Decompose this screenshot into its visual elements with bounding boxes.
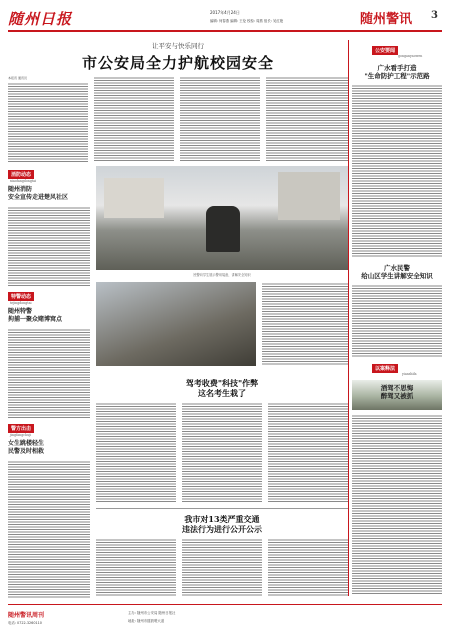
page-number: 3 bbox=[431, 10, 438, 21]
main-body-col-4 bbox=[266, 76, 348, 162]
swat-section-tag: 特警动态 bbox=[8, 292, 34, 301]
bottom-rule bbox=[96, 508, 348, 509]
swat-body bbox=[8, 328, 90, 418]
column-divider bbox=[348, 40, 349, 596]
police-action-sub: jingfangchuji bbox=[10, 433, 32, 437]
main-body-col-1 bbox=[8, 82, 88, 162]
police-action-title: 女生跳楼轻生 民警及时相救 bbox=[8, 440, 45, 455]
exam-article-title: 驾考收费"科技"作弊 这名考生栽了 bbox=[185, 378, 259, 398]
traffic-body-1 bbox=[96, 538, 176, 596]
right-section-sub: gonganyaowen bbox=[398, 54, 423, 58]
traffic-article-title: 我市对13类严重交通 违法行为进行公开公示 bbox=[182, 514, 262, 534]
article-title: 广水看手打造 "生命防护工程"示范路 bbox=[364, 64, 430, 80]
footer-address: 地址: 随州市擂鼓墩大道 bbox=[128, 619, 165, 623]
main-kicker: 让平安与快乐同行 bbox=[152, 42, 204, 50]
building-shape bbox=[104, 178, 164, 218]
masthead-rule bbox=[8, 30, 442, 32]
yianshifa-tag: 以案释法 bbox=[372, 364, 398, 373]
footer bbox=[8, 604, 442, 635]
fire-title: 随州消防 安全宣传走进楚风社区 bbox=[8, 186, 69, 201]
footer-host: 主办: 随州市公安局 随州日报社 bbox=[128, 611, 176, 615]
main-headline: 市公安局全力护航校园安全 bbox=[81, 54, 274, 72]
fire-section-sub: xiaofangdongtai bbox=[10, 179, 37, 183]
left-column bbox=[8, 168, 90, 600]
main-byline: 本报讯 通讯员 bbox=[8, 76, 27, 80]
main-photo bbox=[96, 166, 348, 270]
fire-section-tag: 消防动态 bbox=[8, 170, 34, 179]
article-body bbox=[352, 84, 442, 258]
swat-title: 随州特警 拘捕一聚众赌博窝点 bbox=[8, 308, 63, 323]
right-section-tag: 公安要闻 bbox=[372, 46, 398, 55]
section-title: 随州警讯 bbox=[360, 12, 413, 27]
editor-line: 编辑: 何春燕 编辑: 王伦 校检: 周燕 组长: 吴红艳 bbox=[210, 19, 284, 23]
footer-hotline: 电话: 0722-3260110 bbox=[8, 621, 42, 625]
right-column bbox=[352, 40, 442, 600]
article-title: 广水民警 给山区学生讲解安全知识 bbox=[361, 264, 433, 280]
fire-body bbox=[8, 206, 90, 286]
figure-shape bbox=[206, 206, 240, 252]
building-shape bbox=[278, 172, 340, 220]
traffic-body-3 bbox=[268, 538, 348, 596]
yianshifa-sub: yianshifa bbox=[402, 372, 417, 376]
police-action-tag: 警方出击 bbox=[8, 424, 34, 433]
article-body bbox=[352, 414, 442, 594]
police-action-body bbox=[8, 460, 90, 598]
exhibit-photo bbox=[96, 282, 256, 366]
yianshifa-title: 酒驾不思悔 醉驾又被抓 bbox=[380, 384, 414, 400]
photo-side-text bbox=[262, 282, 348, 366]
photo-caption: 民警向学生展示警用装备，讲解安全知识 bbox=[193, 273, 251, 277]
main-body-col-3 bbox=[180, 76, 260, 162]
swat-section-sub: tejingdongtai bbox=[10, 301, 32, 305]
issue-date: 2017年4月24日 bbox=[210, 10, 240, 15]
article-body bbox=[352, 284, 442, 358]
masthead bbox=[8, 6, 442, 36]
exam-article-body-1 bbox=[96, 402, 176, 502]
exam-article-body-2 bbox=[182, 402, 262, 502]
newspaper-logo: 随州日报 bbox=[8, 10, 73, 28]
main-body-col-2 bbox=[94, 76, 174, 162]
footer-brand: 随州警讯周刊 bbox=[8, 612, 45, 619]
traffic-body-2 bbox=[182, 538, 262, 596]
exam-article-body-3 bbox=[268, 402, 348, 502]
